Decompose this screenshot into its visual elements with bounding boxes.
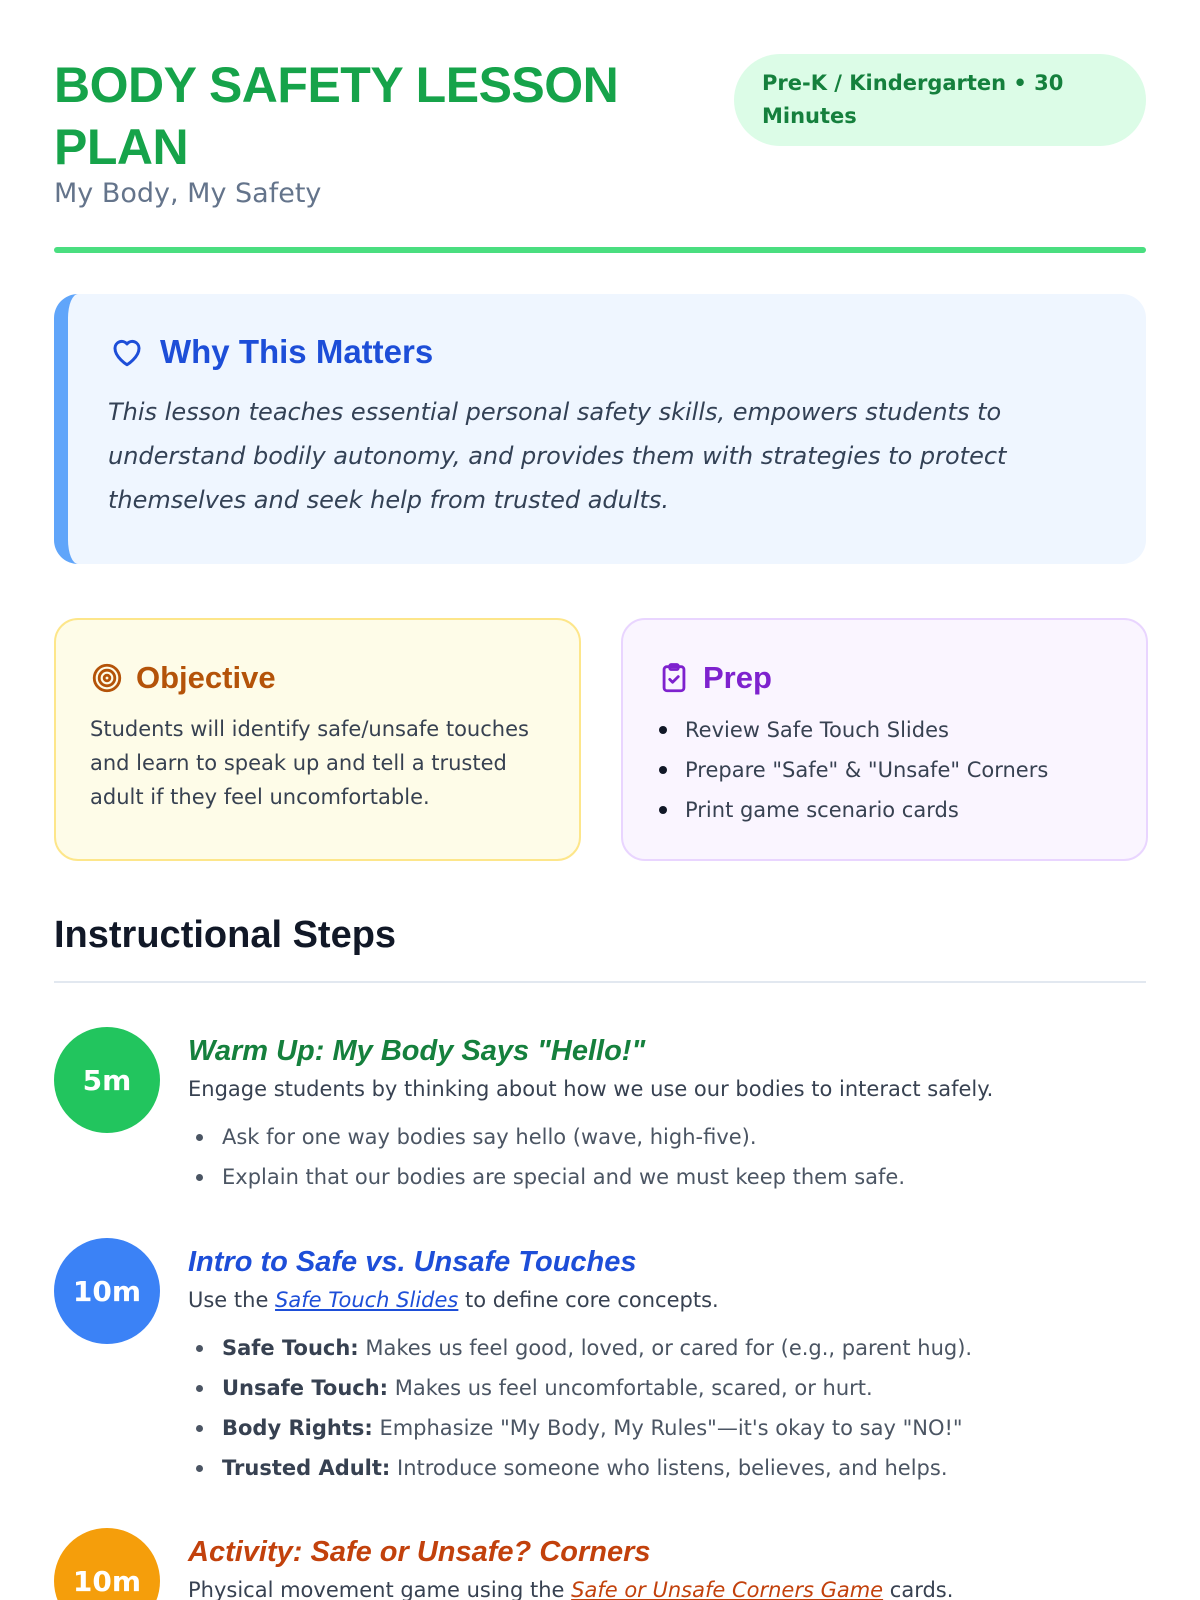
why-title: Why This Matters [160, 333, 434, 370]
list-item [188, 1368, 1146, 1408]
step-description-text: Physical movement game using the [188, 1578, 572, 1600]
step-description-text: Use the [188, 1288, 276, 1312]
why-this-matters-panel [54, 294, 1146, 564]
step-title: Warm Up: My Body Says "Hello!" [188, 1035, 646, 1067]
list-item: Explain that our bodies are special and we must keep them safe. [188, 1157, 1146, 1197]
safe-touch-slides-link[interactable]: Safe Touch Slides [275, 1288, 459, 1312]
steps-divider [54, 981, 1146, 983]
clipboard-check-icon [657, 661, 691, 695]
list-item: Print game scenario cards [657, 790, 1112, 830]
step-time-badge: 5m [54, 1027, 160, 1133]
step-bullets [188, 1328, 1146, 1488]
header-divider [54, 247, 1146, 253]
objective-title: Objective [136, 660, 276, 695]
prep-list [657, 710, 1112, 830]
list-item [188, 1328, 1146, 1368]
step-title: Intro to Safe vs. Unsafe Touches [188, 1246, 637, 1278]
step-description-text: to define core concepts. [458, 1288, 719, 1312]
bullet-term: Trusted Adult: [222, 1456, 391, 1480]
list-item: Review Safe Touch Slides [657, 710, 1112, 750]
list-item [188, 1448, 1146, 1488]
step-bullets [188, 1117, 1146, 1197]
list-item: Ask for one way bodies say hello (wave, high-five). [188, 1117, 1146, 1157]
step-description [188, 1574, 1146, 1600]
bullet-text: Makes us feel uncomfortable, scared, or hurt. [388, 1376, 873, 1400]
list-item [188, 1408, 1146, 1448]
bullet-text: Introduce someone who listens, believes, and helps. [390, 1456, 948, 1480]
objective-text: Students will identify safe/unsafe touches and learn to speak up and tell a trusted adult if they feel uncomfortable. [90, 717, 529, 809]
bullet-text: Makes us feel good, loved, or cared for (e.g., parent hug). [358, 1336, 973, 1360]
objective-card [54, 618, 581, 861]
grade-duration-badge: Pre-K / Kindergarten • 30 Minutes [734, 54, 1146, 146]
step-description-text: cards. [883, 1578, 954, 1600]
lesson-header [54, 50, 1146, 254]
heart-icon [108, 334, 146, 370]
step-description: Engage students by thinking about how we use our bodies to interact safely. [188, 1077, 994, 1101]
steps-heading: Instructional Steps [54, 914, 397, 956]
bullet-text: Emphasize "My Body, My Rules"—it's okay to say "NO!" [372, 1416, 963, 1440]
page-title: BODY SAFETY LESSON PLAN [54, 57, 619, 175]
bullet-term: Body Rights: [222, 1416, 373, 1440]
page-subtitle: My Body, My Safety [54, 178, 322, 209]
prep-title: Prep [703, 660, 772, 695]
step-description [188, 1284, 1146, 1316]
corners-game-link[interactable]: Safe or Unsafe Corners Game [571, 1578, 884, 1600]
step-time-badge: 10m [54, 1528, 160, 1600]
why-text: This lesson teaches essential personal safety skills, empowers students to understand bodily autonomy, and provides them with strategies to protect themselves and seek help from trusted adults. [108, 398, 1007, 514]
prep-card [621, 618, 1148, 861]
list-item: Prepare "Safe" & "Unsafe" Corners [657, 750, 1112, 790]
step-time-badge: 10m [54, 1238, 160, 1344]
step-title: Activity: Safe or Unsafe? Corners [188, 1536, 651, 1568]
target-icon [90, 661, 124, 695]
bullet-term: Safe Touch: [222, 1336, 359, 1360]
bullet-term: Unsafe Touch: [222, 1376, 389, 1400]
